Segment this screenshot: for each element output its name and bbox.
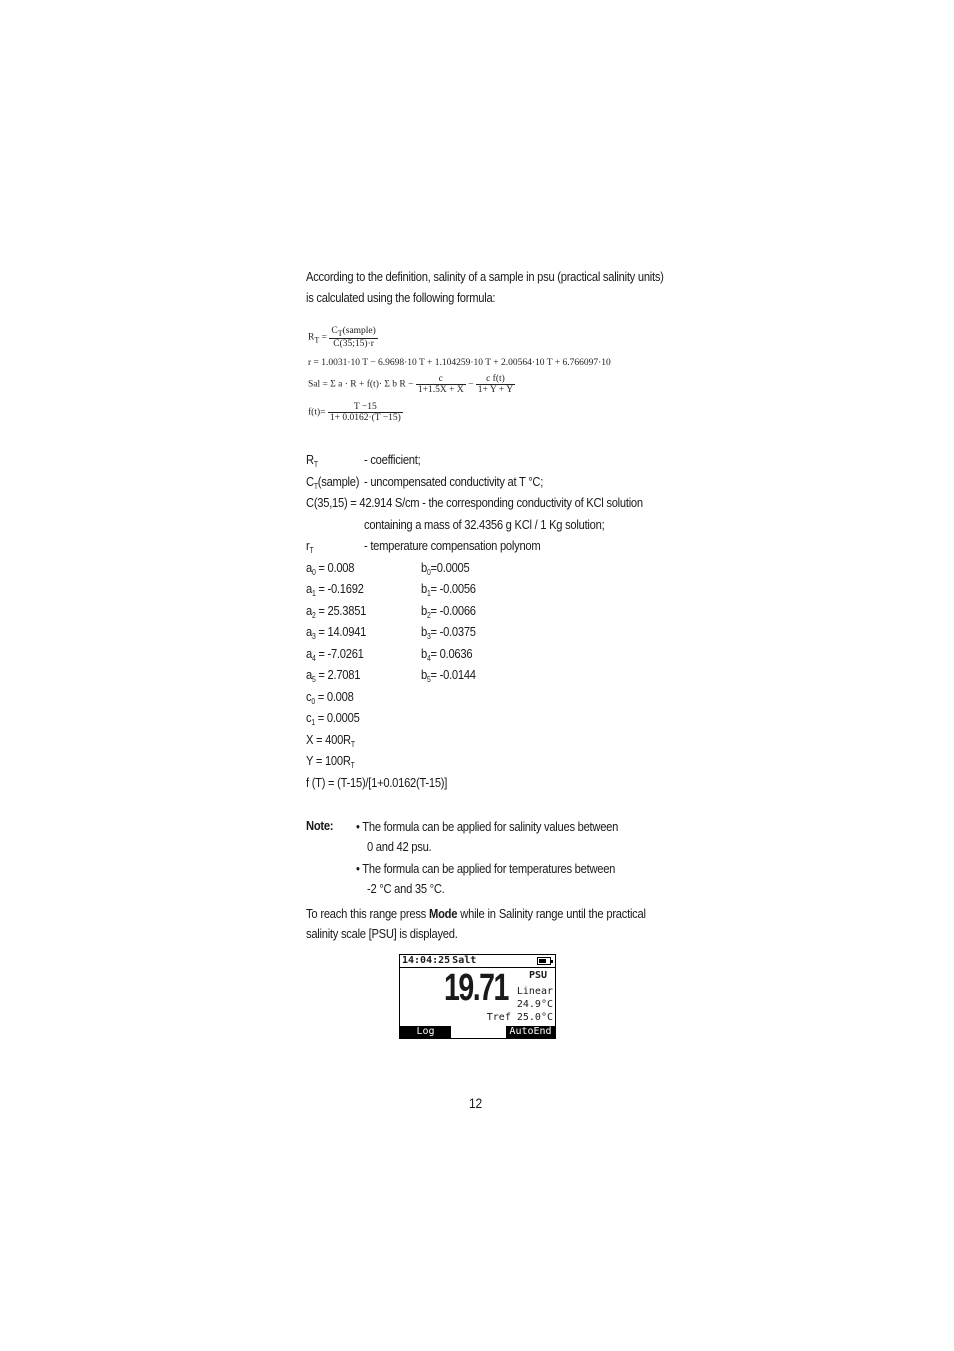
formula-sal: Sal = Σ a · R + f(t)· Σ b R − $\frac{c}{1+1.5X + X}$ − $\frac{\text{c f(t)}}{1+ Y + Y}$ [308,374,514,395]
note-bullet-2-cont: -2 °C and 35 °C. [367,881,445,896]
coeff-b5: $b_5= -0.0144$ [421,667,476,684]
formula-ft: f(t)= $\frac{T -15}{1+ 0.0162\cdot(T -15)}$ [308,402,401,423]
reach-paragraph [306,904,646,944]
display-mode: Salt [452,955,477,966]
def-c3515: C(35,15) = 42.914 S/cm - the corresponding conductivity of KCl solution [306,495,643,510]
coeff-c0: $c_0 = 0.008$ [306,689,354,706]
display-main-value: 19.71 [444,967,508,1009]
display-tref: Tref 25.0°C [486,1012,553,1023]
def-y: $Y = 100R_T$ [306,753,355,770]
def-rt-desc: - coefficient; [364,452,421,467]
display-compensation: Linear [516,986,553,997]
battery-icon [537,957,551,965]
coeff-a1: $a_1 = -0.1692$ [306,581,364,598]
softkey-autoend[interactable]: AutoEnd [506,1026,555,1038]
intro-line-1: According to the definition, salinity of a sample in psu (practical salinity units) [306,269,664,284]
coeff-b2: $b_2= -0.0066$ [421,603,476,620]
coeff-b0: $b_0=0.0005$ [421,560,470,577]
note-bullet-2: • The formula can be applied for temperatures between [356,861,616,876]
coeff-a0: $a_0 = 0.008$ [306,560,355,577]
def-rT-desc: - temperature compensation polynom [364,538,541,553]
coeff-b4: $b_4= 0.0636$ [421,646,473,663]
def-ct-desc: - uncompensated conductivity at T °C; [364,474,544,489]
def-ct-symbol: $C_T(sample)$ [306,474,360,491]
reach-post: while in Salinity range until the practical salinity scale [PSU] is displayed. [306,906,646,941]
coeff-c1: $c_1 = 0.0005$ [306,710,360,727]
reach-pre: To reach this range press [306,906,430,921]
display-time: 14:04:25 [402,955,451,966]
note-bullet-1-cont: 0 and 42 psu. [367,839,432,854]
formula-polynom: r = 1.0031·10 T − 6.9698·10 T + 1.104259·10 T + 2.00564·10 T + 6.766097·10 [308,358,611,368]
coeff-b3: $b_3= -0.0375$ [421,624,476,641]
formula-rt: $R_T$ = $\frac{C_T(sample)}{C(35;15)\cdot r}$ [308,326,376,349]
def-x: $X = 400R_T$ [306,732,355,749]
coeff-a2: $a_2 = 25.3851$ [306,603,367,620]
note-bullet-1: • The formula can be applied for salinity values between [356,819,619,834]
display-unit: PSU [528,970,547,981]
def-c3515-cont: containing a mass of 32.4356 g KCl / 1 Kg solution; [364,517,605,532]
intro-line-2: is calculated using the following formula: [306,290,496,305]
coeff-b1: $b_1= -0.0056$ [421,581,476,598]
note-label: Note: [306,818,334,833]
coeff-a3: $a_3 = 14.0941$ [306,624,367,641]
display-temperature: 24.9°C [516,999,553,1010]
mode-key-ref: Mode [429,906,458,921]
def-rT-symbol: $r_T$ [306,538,314,555]
coeff-a4: $a_4 = -7.0261$ [306,646,364,663]
softkey-log[interactable]: Log [400,1026,451,1038]
intro-paragraph [306,266,664,308]
meter-display [399,954,556,1039]
coeff-a5: $a_5 = 2.7081$ [306,667,361,684]
page-number: 12 [469,1095,482,1111]
def-ft: f (T) = (T-15)/[1+0.0162(T-15)] [306,775,448,790]
def-rt-symbol: $R_T$ [306,452,318,469]
